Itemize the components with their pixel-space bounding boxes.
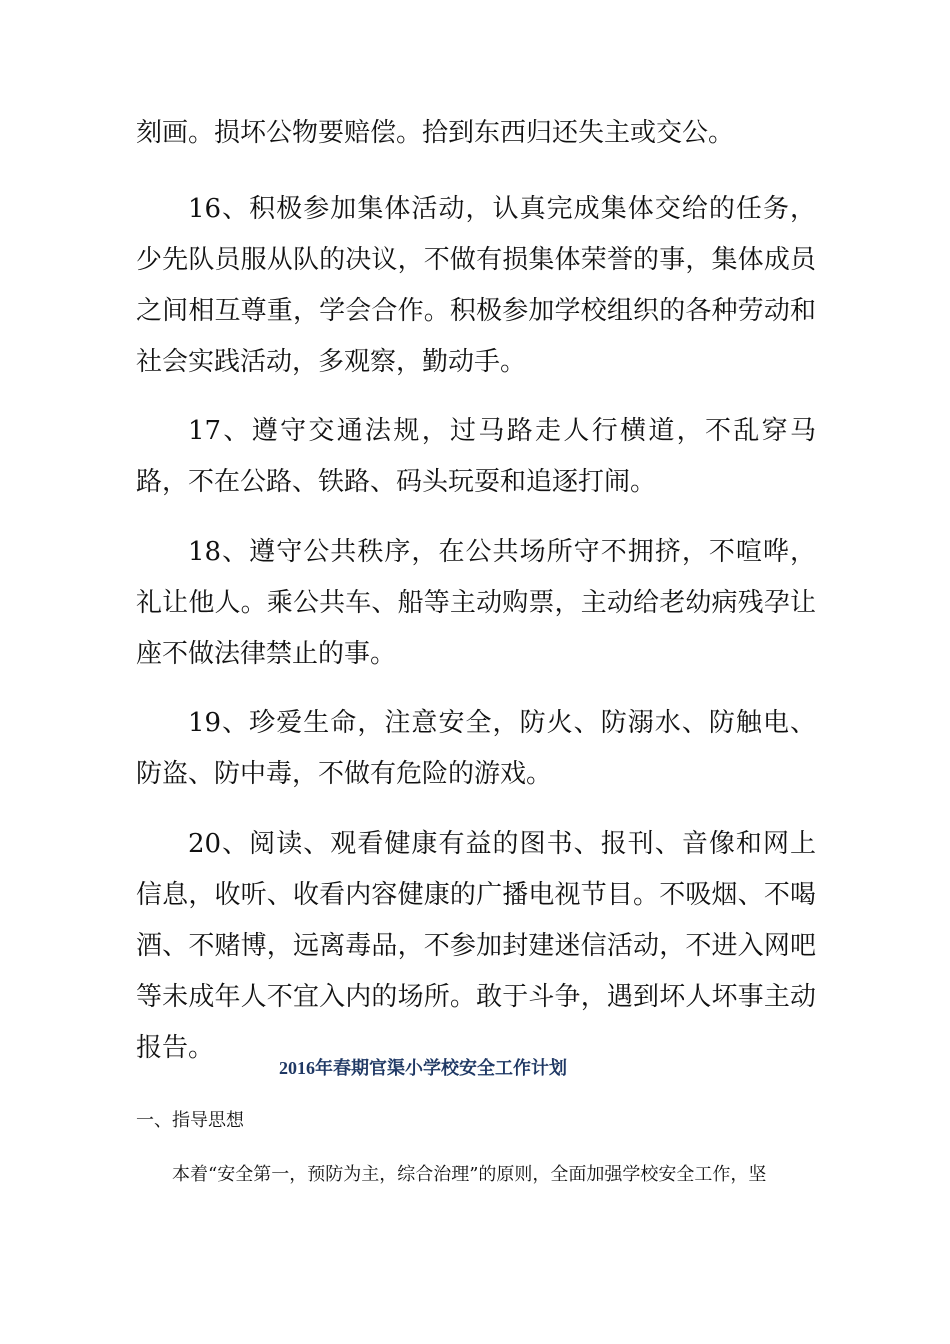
section-heading: 一、指导思想: [136, 1110, 244, 1131]
paragraph-item-20: 20、阅读、观看健康有益的图书、报刊、音像和网上信息，收听、收看内容健康的广播电视节目。不吸烟、不喝酒、不赌博，远离毒品，不参加封建迷信活动，不进入网吧等未成年人不宜入内的场所。敢于斗争，遇到坏人坏事主动报告。: [136, 829, 816, 1063]
paragraph-continuation: 刻画。损坏公物要赔偿。拾到东西归还失主或交公。: [136, 118, 735, 148]
plan-title: 2016年春期官渠小学校安全工作计划: [279, 1058, 567, 1078]
paragraph-item-17: 17、遵守交通法规，过马路走人行横道，不乱穿马路，不在公路、铁路、码头玩耍和追逐打闹。: [136, 416, 816, 497]
paragraph-item-19: 19、珍爱生命，注意安全，防火、防溺水、防触电、防盗、防中毒，不做有危险的游戏。: [136, 708, 816, 789]
paragraph-item-18: 18、遵守公共秩序，在公共场所守不拥挤，不喧哗，礼让他人。乘公共车、船等主动购票，主动给老幼病残孕让座不做法律禁止的事。: [136, 537, 816, 669]
paragraph-item-16: 16、积极参加集体活动，认真完成集体交给的任务，少先队员服从队的决议，不做有损集体荣誉的事，集体成员之间相互尊重，学会合作。积极参加学校组织的各种劳动和社会实践活动，多观察，勤动手。: [136, 194, 816, 377]
intro-paragraph: 本着“安全第一，预防为主，综合治理”的原则，全面加强学校安全工作，坚: [172, 1164, 767, 1185]
